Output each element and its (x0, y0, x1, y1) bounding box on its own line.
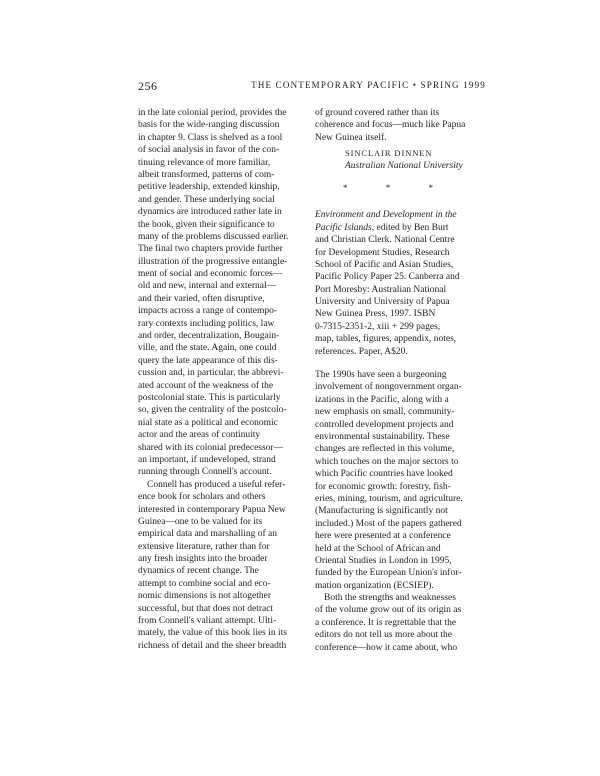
text-line: and order, decentralization, Bougain- (138, 331, 280, 342)
text-line: conference—how it came about, who (315, 642, 458, 653)
text-line: a conference. It is regrettable that the (315, 617, 457, 628)
text-line: nial state as a political and economic (138, 417, 278, 428)
reviewer-name: SINCLAIR DINNEN (345, 148, 433, 159)
text-line: petitive leadership, extended kinship, (138, 182, 280, 193)
text-line: which touches on the major sectors to (315, 456, 459, 467)
text-line: illustration of the progressive entangle- (138, 256, 288, 267)
text-line: The final two chapters provide further (138, 244, 283, 255)
text-line: references. Paper, A$20. (315, 346, 408, 357)
text-line: Oriental Studies in London in 1995, (315, 555, 452, 566)
text-line: controlled development projects and (315, 419, 454, 430)
text-line: extensive literature, rather than for (138, 541, 270, 552)
text-line: query the late appearance of this dis- (138, 355, 278, 366)
text-line: Connell has produced a useful refer- (147, 479, 286, 490)
text-line: new emphasis on small, community- (315, 407, 455, 418)
text-line: dynamics of recent change. The (138, 566, 259, 577)
text-line: and gender. These underlying social (138, 194, 275, 205)
review-body-paragraph-2 (315, 592, 479, 654)
book-editors: , edited by Ben Burt (371, 222, 449, 233)
text-line: izations in the Pacific, along with a (315, 394, 449, 405)
text-line: here were presented at a conference (315, 531, 451, 542)
text-line: Both the strengths and weaknesses (324, 593, 456, 604)
text-line: held at the School of African and (315, 543, 441, 554)
text-line: Guinea—one to be valued for its (138, 516, 263, 527)
book-citation (315, 209, 479, 358)
review-conclusion (315, 107, 479, 144)
text-line: old and new, internal and external— (138, 281, 277, 292)
text-line: any fresh insights into the broader (138, 554, 268, 565)
text-line: interested in contemporary Papua New (138, 504, 286, 515)
text-line: School of Pacific and Asian Studies, (315, 259, 454, 270)
text-line: New Guinea Press, 1997. ISBN (315, 309, 436, 320)
text-line: so, given the centrality of the postcolo- (138, 405, 287, 416)
text-line: for Development Studies, Research (315, 247, 450, 258)
text-line: postcolonial state. This is particularly (138, 392, 281, 403)
text-line: ated account of the weakness of the (138, 380, 274, 391)
text-line: University and University of Papua (315, 297, 450, 308)
text-line: in the late colonial period, provides the (138, 108, 287, 118)
review-body-paragraph-1 (315, 369, 479, 592)
text-line: an important, if undeveloped, strand (138, 454, 276, 465)
review-paragraph-2 (138, 479, 302, 652)
text-line: richness of detail and the sheer breadth (138, 640, 287, 651)
text-line: changes are reflected in this volume, (315, 444, 455, 455)
text-line: coherence and focus—much like Papua (315, 120, 466, 131)
text-line: ence book for scholars and others (138, 492, 266, 503)
text-line: editors do not tell us more about the (315, 630, 452, 641)
text-line: mation organization (ECSIEP). (315, 580, 434, 591)
text-line: tinuing relevance of more familiar, (138, 157, 271, 168)
text-line: many of the problems discussed earlier. (138, 231, 289, 242)
reviewer-affiliation: Australian National University (345, 160, 463, 171)
text-line: shared with its colonial predecessor— (138, 442, 284, 453)
text-line: map, tables, figures, appendix, notes, (315, 334, 457, 345)
text-line: basis for the wide-ranging discussion (138, 120, 280, 131)
text-line: successful, but that does not detract (138, 603, 274, 614)
text-line: New Guinea itself. (315, 132, 387, 143)
text-line: ville, and the state. Again, one could (138, 343, 277, 354)
book-title: Environment and Development in the (315, 210, 457, 221)
text-line (315, 222, 479, 234)
text-line: 0-7315-2351-2, xiii + 299 pages, (315, 321, 441, 332)
text-line: of ground covered rather than its (315, 108, 440, 118)
text-line: empirical data and marshalling of an (138, 529, 278, 540)
review-paragraph-1 (138, 107, 302, 479)
text-line: actor and the areas of continuity (138, 430, 261, 441)
text-line: (Manufacturing is significantly not (315, 506, 448, 517)
text-line: dynamics are introduced rather late in (138, 207, 282, 218)
text-line: attempt to combine social and eco- (138, 578, 271, 589)
reviewer-signature (315, 147, 479, 172)
right-column (315, 107, 479, 654)
text-line: The 1990s have seen a burgeoning (315, 370, 447, 381)
running-head-title: THE CONTEMPORARY PACIFIC • SPRING 1999 (251, 80, 486, 90)
running-header (138, 79, 486, 95)
section-ornament: * * * (343, 182, 451, 193)
text-line: in chapter 9. Class is shelved as a tool (138, 132, 283, 143)
text-line: cussion and, in particular, the abbrevi- (138, 368, 284, 379)
text-line: of the volume grow out of its origin as (315, 605, 462, 616)
text-line: which Pacific countries have looked (315, 469, 453, 480)
left-column (138, 107, 302, 652)
text-line: and their varied, often disruptive, (138, 293, 265, 304)
text-line: Port Moresby: Australian National (315, 284, 447, 295)
text-line: impacts across a range of contempo- (138, 306, 278, 317)
text-line: for economic growth: forestry, fish- (315, 481, 451, 492)
text-line: from Connell's valiant attempt. Ulti- (138, 616, 277, 627)
text-line: and Christian Clerk. National Centre (315, 235, 455, 246)
text-line: running through Connell's account. (138, 467, 272, 478)
text-line: included.) Most of the papers gathered (315, 518, 462, 529)
page-number: 256 (138, 79, 158, 93)
text-line: eries, mining, tourism, and agriculture. (315, 493, 463, 504)
paragraph-gap (315, 358, 479, 369)
text-line: albeit transformed, patterns of com- (138, 169, 275, 180)
text-line: Pacific Policy Paper 25. Canberra and (315, 272, 460, 283)
text-line: ment of social and economic forces— (138, 269, 283, 280)
text-line: rary contexts including politics, law (138, 318, 275, 329)
text-line: the book, given their significance to (138, 219, 275, 230)
text-line: mately, the value of this book lies in its (138, 628, 287, 639)
text-line: of social analysis in favor of the con- (138, 145, 280, 156)
text-line: environmental sustainability. These (315, 431, 450, 442)
text-line: involvement of nongovernment organ- (315, 382, 462, 393)
text-line: funded by the European Union's infor- (315, 568, 462, 579)
book-title: Pacific Islands (315, 222, 372, 233)
text-line: nomic dimensions is not altogether (138, 591, 271, 602)
